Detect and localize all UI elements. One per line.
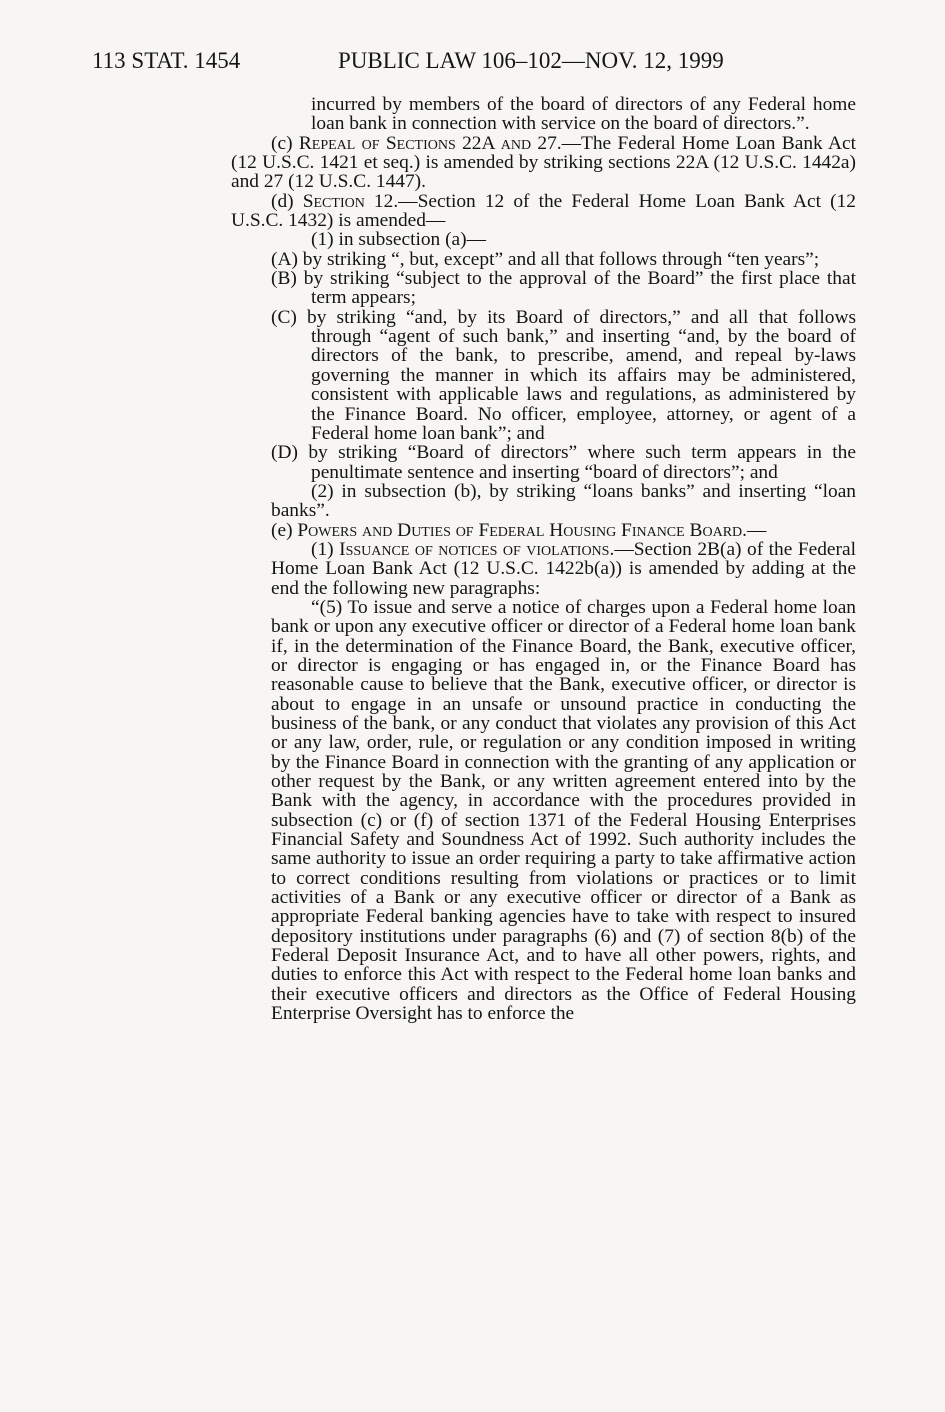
paragraph-lead: (d): [271, 190, 303, 212]
paragraph-lead: (1): [311, 538, 340, 560]
paragraph-lead: (c): [271, 132, 299, 154]
statute-citation: 113 STAT. 1454: [92, 48, 241, 73]
paragraph: [231, 250, 856, 269]
paragraph: [231, 134, 856, 192]
paragraph-text: (1) in subsection (a)—: [311, 229, 487, 251]
paragraph-text: (B) by striking “subject to the approval of the Board” the first place that term appears;: [271, 268, 856, 309]
paragraph: [231, 521, 856, 540]
paragraph-text: —: [747, 519, 767, 541]
paragraph: [231, 540, 856, 598]
running-header: [92, 48, 752, 78]
paragraph-text: (A) by striking “, but, except” and all that follows through “ten years”;: [271, 248, 820, 270]
paragraph-text: —Section 2B(a) of the Federal Home Loan Bank Act (12 U.S.C. 1422b(a)) is amended by adding at the end the following new paragraphs:: [271, 538, 856, 599]
paragraph-lead: (e): [271, 519, 298, 541]
paragraph-text: —Section 12 of the Federal Home Loan Bank Act (12 U.S.C. 1432) is amended—: [231, 190, 856, 232]
section-heading: Repeal of Sections 22A and 27.: [298, 132, 562, 154]
paragraph: [231, 269, 856, 308]
paragraph: [231, 230, 856, 249]
paragraph-text: “(5) To issue and serve a notice of charges upon a Federal home loan bank or upon any executive officer or director of a Federal home loan bank if, in the determination of the Finance Board, the Bank, executive officer, or director is engaging or has engaged in, or the Finance Board has reasonable cause to believe that the Bank, executive officer, or director is about to engage in an unsafe or unsound practice in conducting the business of the bank, or any conduct that violates any provision of this Act or any law, order, rule, or regulation or any condition imposed in writing by the Finance Board in connection with the granting of any application or other request by the Bank, or any written agreement entered into by the Bank with the agency, in accordance with the procedures provided in subsection (c) or (f) of section 1371 of the Federal Housing Enterprises Financial Safety and Soundness Act of 1992. Such authority includes the same authority to issue an order requiring a party to take affirmative action to correct conditions resulting from violations or practices or to limit activities of a Bank or any executive officer or director of a Bank as appropriate Federal banking agencies have to take with respect to insured depository institutions under paragraphs (6) and (7) of section 8(b) of the Federal Deposit Insurance Act, and to have all other powers, rights, and duties to enforce this Act with respect to the Federal home loan banks and their executive officers and directors as the Office of Federal Housing Enterprise Oversight has to enforce the: [271, 596, 856, 1025]
paragraph: [231, 308, 856, 443]
paragraph: [231, 443, 856, 482]
section-heading: Powers and Duties of Federal Housing Finance Board.: [297, 519, 747, 541]
paragraph: [231, 192, 856, 231]
section-heading: Issuance of notices of violations.: [339, 538, 615, 560]
paragraph-text: (C) by striking “and, by its Board of directors,” and all that follows through “agent of such bank,” and inserting “and, by the board of directors of the bank, to prescribe, amend, and repeal by-laws governing the manner in which its affairs may be administered, consistent with applicable laws and regulations, as administered by the Finance Board. No officer, employee, attorney, or agent of a Federal home loan bank”; and: [271, 306, 856, 444]
paragraph: [231, 482, 856, 521]
paragraph-text: (2) in subsection (b), by striking “loans banks” and inserting “loan banks”.: [271, 480, 856, 522]
paragraph-text: incurred by members of the board of directors of any Federal home loan bank in connection with service on the board of directors.”.: [311, 94, 856, 135]
paragraph: [231, 598, 856, 1024]
paragraph-text: (D) by striking “Board of directors” where such term appears in the penultimate sentence and inserting “board of directors”; and: [271, 442, 856, 483]
paragraph: [231, 95, 856, 134]
document-body: [231, 95, 856, 1024]
public-law-title: PUBLIC LAW 106–102—NOV. 12, 1999: [338, 48, 724, 73]
paragraph-text: —The Federal Home Loan Bank Act (12 U.S.C. 1421 et seq.) is amended by striking sections 22A (12 U.S.C. 1442a) and 27 (12 U.S.C. 1447).: [231, 132, 856, 193]
section-heading: Section 12.: [302, 190, 399, 212]
